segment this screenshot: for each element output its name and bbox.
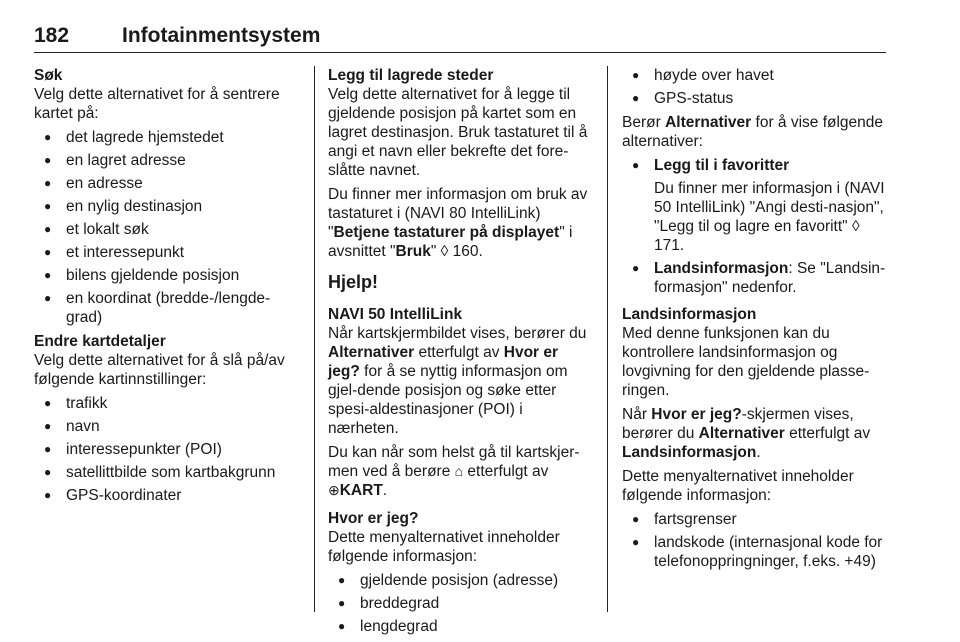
list-item: ● lengdegrad (328, 617, 594, 636)
legg-text: Velg dette alternativet for å legge til gjeldende posisjon på kartet som en lagret destinasjon. Bruk tastaturet til å angi et navn eller bekrefte det fore-slåtte navnet. (328, 86, 588, 179)
endre-list (34, 394, 302, 505)
menu-list (622, 510, 888, 571)
column-1 (34, 66, 302, 510)
lands-intro: Med denne funksjonen kan du kontrollere landsinformasjon og lovgivning for den gjeldende plasse-ringen. (622, 325, 870, 399)
column-divider (314, 66, 315, 612)
heading-sok: Søk (34, 67, 63, 84)
kart-label: KART (339, 482, 383, 499)
beror-text: Berør Alternativer for å vise følgende alternativer: (622, 114, 884, 150)
list-item: ● trafikk (34, 394, 302, 413)
list-item: ● breddegrad (328, 594, 594, 613)
list-item: ● interessepunkter (POI) (34, 440, 302, 459)
column-divider (607, 66, 608, 612)
menu-intro: Dette menyalternativet inneholder følgende informasjon: (622, 468, 854, 504)
heading-navi50: NAVI 50 IntelliLink (328, 306, 463, 323)
map-icon: ⊕ (328, 482, 340, 498)
column-2 (328, 66, 594, 641)
top-list (622, 66, 888, 108)
list-item: ● bilens gjeldende posisjon (34, 266, 302, 285)
list-item: ● Legg til i favoritter (622, 156, 888, 175)
list-item: ● et lokalt søk (34, 220, 302, 239)
sok-list (34, 128, 302, 327)
opt1-text: Du finner mer informasjon i (NAVI 50 IntelliLink) "Angi desti-nasjon", "Legg til og lagre en favoritt" ◊ 171. (654, 180, 885, 254)
list-item: ● GPS-koordinater (34, 486, 302, 505)
page-header (34, 22, 886, 53)
naar-text: Når Hvor er jeg?-skjermen vises, berører du Alternativer etterfulgt av Landsinformasjon. (622, 406, 871, 461)
list-item: ● GPS-status (622, 89, 888, 108)
heading-hvor: Hvor er jeg? (328, 510, 419, 527)
list-item: ● Landsinformasjon: Se "Landsin-formasjon" nedenfor. (622, 259, 888, 297)
heading-endre: Endre kartdetaljer (34, 333, 166, 350)
endre-intro: Velg dette alternativet for å slå på/av følgende kartinnstillinger: (34, 352, 285, 388)
section-title: Infotainmentsystem (122, 24, 321, 47)
sok-intro: Velg dette alternativet for å sentrere kartet på: (34, 86, 280, 122)
list-item: ● en adresse (34, 174, 302, 193)
hvor-list (328, 571, 594, 636)
heading-hjelp: Hjelp! (328, 272, 379, 292)
list-item: ● det lagrede hjemstedet (34, 128, 302, 147)
heading-legg: Legg til lagrede steder (328, 67, 494, 84)
list-item: ● høyde over havet (622, 66, 888, 85)
return-text: Du kan når som helst gå til kartskjer-men ved å berøre ⌂ etterfulgt av ⊕KART. (328, 444, 580, 499)
list-item: ● satellittbilde som kartbakgrunn (34, 463, 302, 482)
hvor-intro: Dette menyalternativet inneholder følgende informasjon: (328, 529, 560, 565)
home-icon: ⌂ (454, 463, 464, 479)
navi-text: Når kartskjermbildet vises, berører du Alternativer etterfulgt av Hvor er jeg? for å se nyttig informasjon om gjel-dende posisjon og søke etter spesi-aldestinasjoner (POI) i nærheten. (328, 325, 587, 437)
list-item: ● en lagret adresse (34, 151, 302, 170)
list-item: ● fartsgrenser (622, 510, 888, 529)
list-item: ● en nylig destinasjon (34, 197, 302, 216)
heading-lands: Landsinformasjon (622, 306, 757, 323)
options-list (622, 156, 888, 175)
list-item: ● gjeldende posisjon (adresse) (328, 571, 594, 590)
list-item: ● en koordinat (bredde-/lengde-grad) (34, 289, 302, 327)
list-item: ● et interessepunkt (34, 243, 302, 262)
keyboard-info: Du finner mer informasjon om bruk av tastaturet i (NAVI 80 IntelliLink) "Betjene tastaturer på displayet" i avsnittet "Bruk" ◊ 160. (328, 186, 588, 260)
page-number: 182 (34, 24, 70, 47)
column-3 (622, 66, 888, 576)
list-item: ● navn (34, 417, 302, 436)
list-item: ● landskode (internasjonal kode for telefonoppringninger, f.eks. +49) (622, 533, 888, 571)
